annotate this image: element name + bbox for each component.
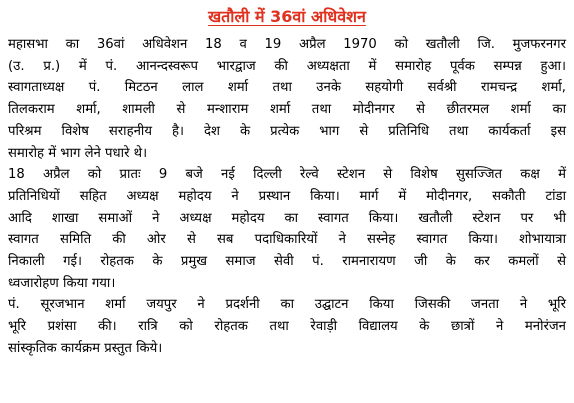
- text-line: स्वागत समिति की ओर से सब पदाधिकारियों ने सस्नेह स्वागत किया। शोभायात्रा: [8, 232, 566, 248]
- text-line: तिलकराम शर्मा, शामली से मन्शाराम शर्मा तथा मोदीनगर से छीतरमल शर्मा का: [8, 102, 566, 118]
- text-line: 18 अप्रैल को प्रातः 9 बजे नई दिल्ली रेल्वे स्टेशन से विशेष सुसज्जित कक्ष में: [8, 167, 566, 183]
- text-line: सांस्कृतिक कार्यक्रम प्रस्तुत किये।: [8, 340, 163, 356]
- text-line: महासभा का 36वां अधिवेशन 18 व 19 अप्रैल 1970 को खतौली जि. मुजफरनगर: [8, 37, 566, 52]
- document-title: खतौली में 36वां अधिवेशन: [208, 7, 366, 26]
- paragraph-3: [8, 294, 566, 359]
- text-line: आदि शाखा समाओं ने अध्यक्ष महोदय का स्वागत किया। खतौली स्टेशन पर भी: [8, 210, 566, 226]
- text-line: निकाली गई। रोहतक के प्रमुख समाज सेवी पं. रामनारायण जी के कर कमलों से: [8, 254, 566, 270]
- document-body: [8, 34, 566, 360]
- text-line: (उ. प्र.) में पं. आनन्दस्वरूप भारद्वाज की अध्यक्षता में समारोह पूर्वक सम्पन्न हुआ।: [8, 58, 566, 74]
- paragraph-2: [8, 164, 566, 294]
- text-line: भूरि प्रशंसा की। रात्रि को रोहतक तथा रेवाड़ी विद्यालय के छात्रों ने मनोरंजन: [8, 319, 566, 335]
- paragraph-1: [8, 34, 566, 164]
- text-line: स्वागताध्यक्ष पं. मिटठन लाल शर्मा तथा उनके सहयोगी सर्वश्री रामचन्द्र शर्मा,: [8, 80, 566, 96]
- text-line: पं. सूरजभान शर्मा जयपुर ने प्रदर्शनी का उद्घाटन किया जिसकी जनता ने भूरि: [8, 297, 566, 313]
- text-line: समारोह में भाग लेने पधारे थे।: [8, 145, 148, 161]
- text-line: परिश्रम विशेष सराहनीय है। देश के प्रत्येक भाग से प्रतिनिधि तथा कार्यकर्ता इस: [8, 123, 566, 139]
- text-line: प्रतिनिधियों सहित अध्यक्ष महोदय ने प्रस्थान किया। मार्ग में मोदीनगर, सकौती टांडा: [8, 188, 566, 204]
- text-line: ध्वजारोहण किया गया।: [8, 275, 116, 291]
